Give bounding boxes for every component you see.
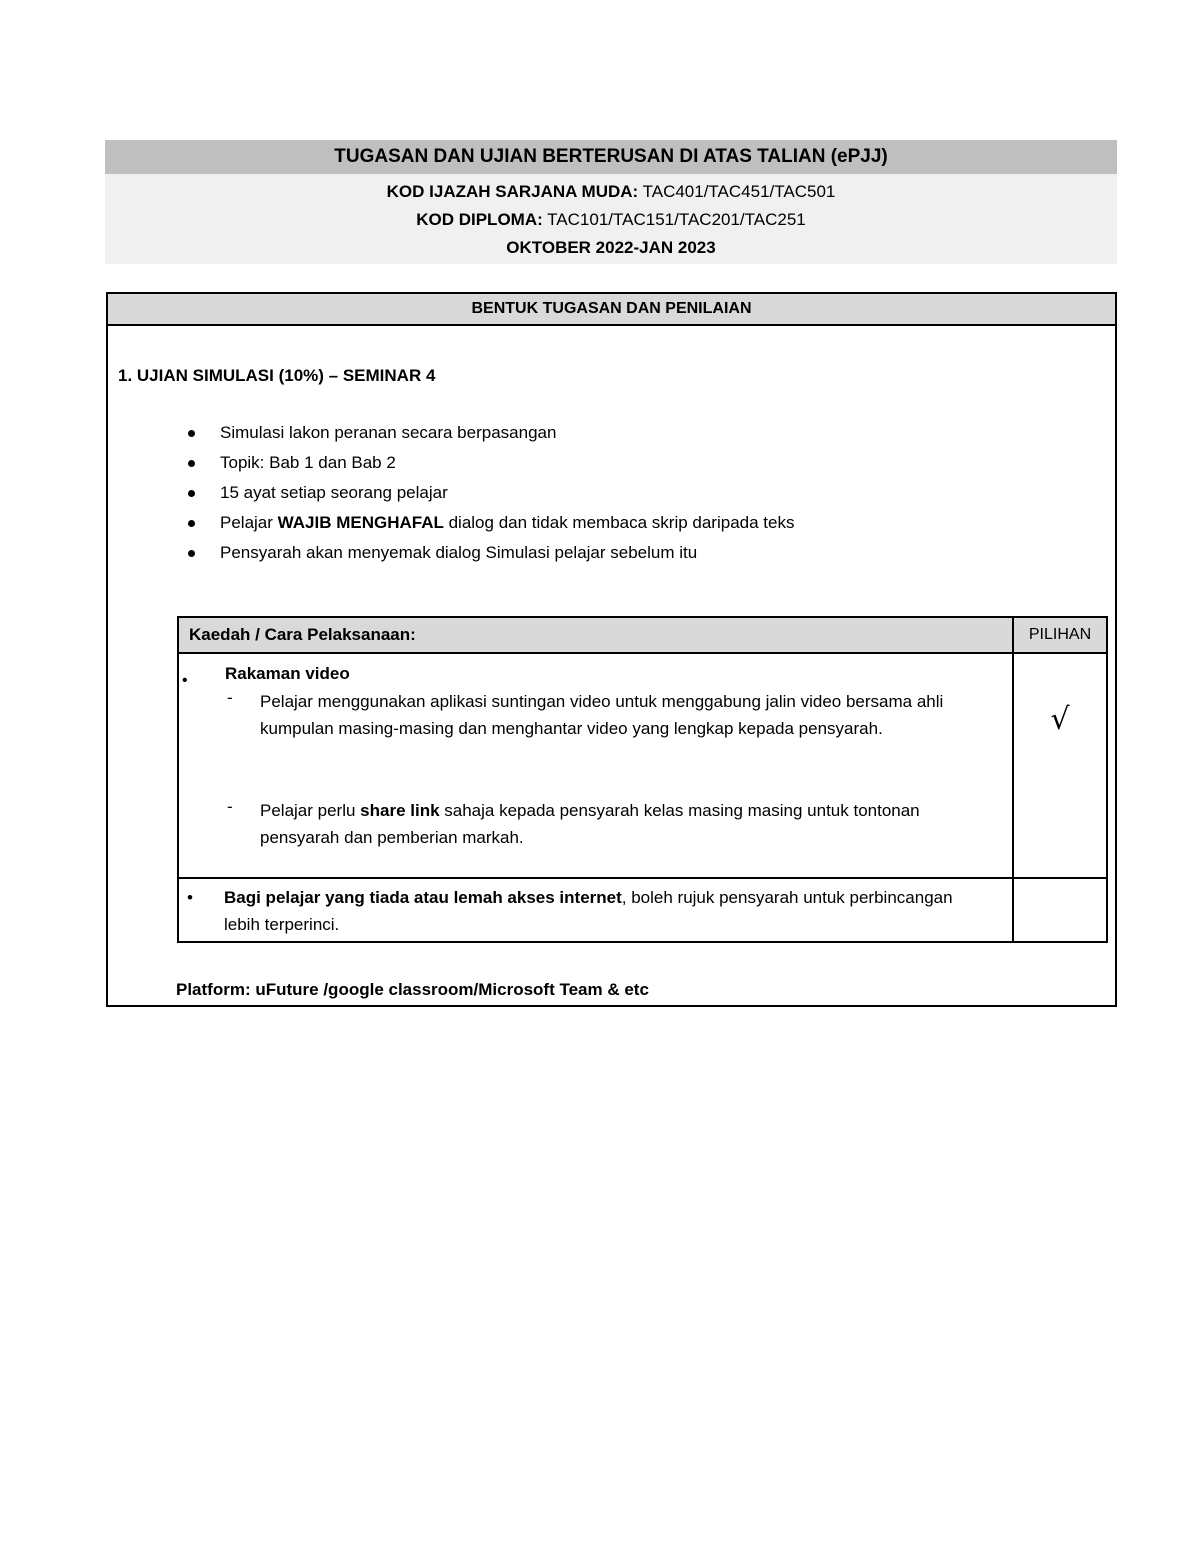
table-row [179, 877, 1106, 941]
method-title: Rakaman video [225, 664, 350, 683]
list-item-text: Pensyarah akan menyemak dialog Simulasi pelajar sebelum itu [220, 543, 698, 562]
section-title: BENTUK TUGASAN DAN PENILAIAN [471, 300, 752, 317]
list-item [188, 478, 794, 508]
section-header [106, 292, 1117, 326]
step-emphasis: share link [360, 801, 440, 820]
list-item-text: Pelajar [220, 513, 278, 532]
choice-cell [1014, 652, 1106, 877]
list-item-text: Simulasi lakon peranan secara berpasangan [220, 423, 557, 442]
diploma-code-values: TAC101/TAC151/TAC201/TAC251 [542, 210, 806, 229]
list-item-emphasis: WAJIB MENGHAFAL [277, 513, 444, 532]
list-item-text: 15 ayat setiap seorang pelajar [220, 483, 448, 502]
alternative-emphasis: Bagi pelajar yang tiada atau lemah akses internet [224, 888, 622, 907]
table-header-row [179, 618, 1106, 654]
list-item-text: dialog dan tidak membaca skrip daripada teks [443, 513, 795, 532]
check-mark-icon: √ [1050, 702, 1070, 737]
document-title-bar [105, 140, 1117, 174]
step-text: Pelajar perlu [260, 801, 361, 820]
assessment-heading: 1. UJIAN SIMULASI (10%) – SEMINAR 4 [118, 366, 436, 385]
method-cell [179, 877, 1014, 941]
document-title: TUGASAN DAN UJIAN BERTERUSAN DI ATAS TALIAN (ePJJ) [334, 146, 888, 167]
bullet-icon: • [187, 888, 193, 907]
platform-note: Platform: uFuture /google classroom/Microsoft Team & etc [176, 980, 649, 999]
method-step-2 [260, 797, 980, 851]
degree-code-label: KOD IJAZAH SARJANA MUDA: [386, 182, 639, 201]
requirement-list [188, 418, 794, 568]
alternative-text: , boleh rujuk pensyarah untuk perbincangan lebih terperinci. [224, 888, 953, 934]
method-table [177, 616, 1108, 943]
list-item [188, 508, 794, 538]
degree-code-line [105, 178, 1117, 206]
column-header-choice: PILIHAN [1028, 626, 1092, 643]
semester-period: OKTOBER 2022-JAN 2023 [506, 238, 716, 257]
column-header-method: Kaedah / Cara Pelaksanaan: [179, 618, 1014, 652]
dash-icon: - [227, 797, 233, 816]
course-info-block [105, 174, 1117, 264]
list-item [188, 448, 794, 478]
diploma-code-line [105, 206, 1117, 234]
diploma-code-label: KOD DIPLOMA: [416, 210, 543, 229]
degree-code-values: TAC401/TAC451/TAC501 [638, 182, 836, 201]
method-step-1: Pelajar menggunakan aplikasi suntingan video untuk menggabung jalin video bersama ahli kumpulan masing-masing dan menghantar video yang lengkap kepada pensyarah. [260, 692, 944, 738]
step-text: sahaja kepada pensyarah kelas masing masing untuk tontonan pensyarah dan pemberian markah. [260, 801, 920, 847]
choice-cell [1014, 877, 1106, 941]
table-row [179, 652, 1106, 879]
list-item [188, 538, 794, 568]
list-item [188, 418, 794, 448]
dash-icon: - [227, 688, 233, 707]
bullet-icon: • [182, 672, 188, 689]
method-cell [179, 652, 1014, 877]
list-item-text: Topik: Bab 1 dan Bab 2 [220, 453, 396, 472]
method-alternative [224, 884, 984, 938]
